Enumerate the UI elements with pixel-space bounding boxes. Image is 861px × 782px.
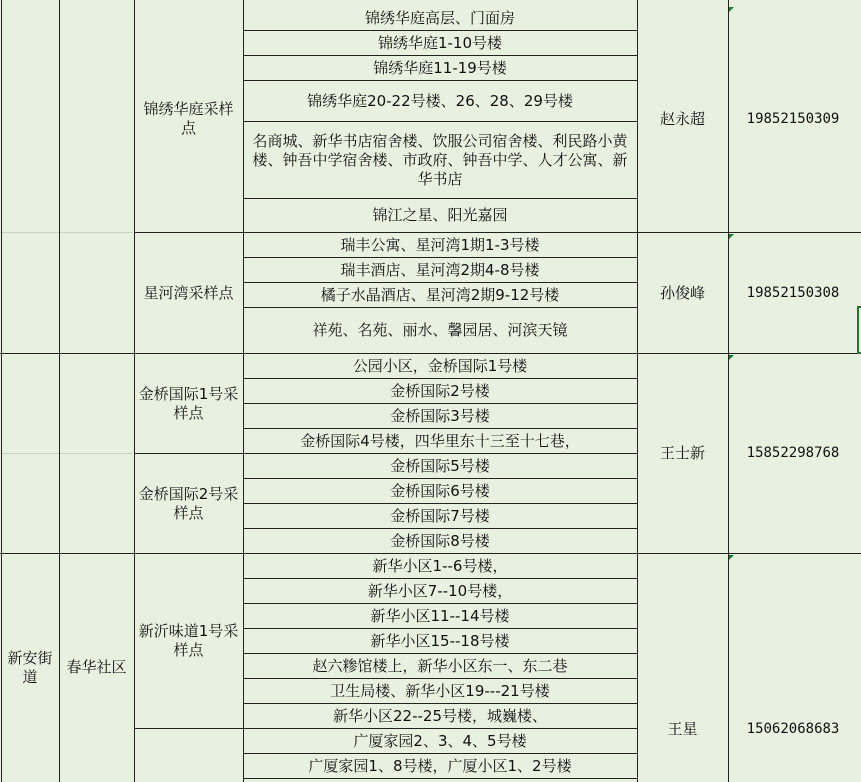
address-text: 新华小区11--14号楼: [370, 606, 510, 625]
row-border: [243, 653, 638, 654]
site-cell[interactable]: [135, 729, 242, 782]
address-cell[interactable]: [244, 199, 636, 232]
address-text: 金桥国际4号楼，四华里东十三至十七巷，: [300, 431, 580, 450]
address-text: 赵六糁馆楼上，新华小区东一、东二巷: [312, 656, 568, 675]
row-border: [243, 198, 638, 199]
row-border: [243, 753, 638, 754]
column-border: [1, 0, 2, 782]
contact-name: 赵永超: [659, 109, 705, 128]
address-cell[interactable]: [244, 704, 636, 728]
phone-number: 15852298768: [746, 445, 840, 461]
comment-marker: [729, 355, 734, 360]
row-border: [243, 628, 638, 629]
contact-name-cell[interactable]: [638, 6, 727, 232]
contact-name: 孙俊峰: [659, 283, 705, 302]
group-border: [0, 553, 861, 554]
site-cell[interactable]: [135, 454, 242, 553]
phone-number: 19852150309: [746, 110, 840, 127]
address-text: 广厦家园2、3、4、5号楼: [353, 731, 527, 750]
row-border: [243, 282, 638, 283]
column-border: [637, 0, 638, 782]
address-cell[interactable]: [244, 679, 636, 703]
row-border: [243, 55, 638, 56]
address-text: 锦绣华庭20-22号楼、26、28、29号楼: [307, 91, 573, 110]
address-text: 金桥国际8号楼: [390, 531, 490, 550]
address-text: 名商城、新华书店宿舍楼、饮服公司宿舍楼、利民路小黄楼、钟吾中学宿舍楼、市政府、钟吾中学、人才公寓、新华书店: [252, 131, 628, 188]
address-cell[interactable]: [244, 122, 636, 198]
row-border: [243, 30, 638, 31]
row-border: [243, 528, 638, 529]
address-cell[interactable]: [244, 81, 636, 121]
address-cell[interactable]: [244, 629, 636, 653]
street-name: 新安街道: [7, 648, 53, 686]
address-text: 金桥国际7号楼: [390, 506, 490, 525]
address-text: 祥苑、名苑、丽水、馨园居、河滨天镜: [312, 321, 568, 339]
row-border: [243, 257, 638, 258]
phone-cell[interactable]: [729, 6, 857, 232]
address-cell[interactable]: [244, 6, 636, 30]
site-cell[interactable]: [135, 354, 242, 453]
address-text: 金桥国际3号楼: [390, 406, 490, 425]
address-cell[interactable]: [244, 429, 636, 453]
phone-cell[interactable]: [729, 554, 857, 782]
street-cell[interactable]: [2, 553, 58, 782]
address-cell[interactable]: [244, 754, 636, 778]
address-text: 新华小区22--25号楼，城巍楼、: [332, 706, 547, 725]
address-cell[interactable]: [244, 729, 636, 753]
address-text: 新华小区7--10号楼，: [367, 581, 513, 600]
address-cell[interactable]: [244, 379, 636, 403]
group-border: [134, 232, 861, 233]
contact-name-cell[interactable]: [638, 554, 727, 782]
address-text: 新华小区15--18号楼: [370, 631, 510, 650]
address-cell[interactable]: [244, 479, 636, 503]
row-border: [243, 703, 638, 704]
row-border: [243, 603, 638, 604]
row-border: [243, 428, 638, 429]
comment-marker: [729, 234, 734, 239]
address-text: 锦江之星、阳光嘉园: [372, 206, 508, 224]
site-cell[interactable]: [135, 554, 242, 728]
column-border: [134, 0, 135, 782]
site-cell[interactable]: [135, 233, 242, 353]
row-border: [243, 578, 638, 579]
phone-number: 15062068683: [746, 720, 840, 737]
address-cell[interactable]: [244, 354, 636, 378]
contact-name-cell[interactable]: [638, 354, 727, 553]
site-name: 金桥国际2号采样点: [138, 484, 239, 522]
row-border: [243, 678, 638, 679]
address-text: 锦绣华庭1-10号楼: [377, 33, 503, 52]
site-cell[interactable]: [135, 6, 242, 232]
address-text: 金桥国际6号楼: [390, 481, 490, 500]
community-cell[interactable]: [60, 553, 133, 782]
group-border: [134, 728, 638, 729]
group-border: [134, 453, 638, 454]
row-border: [243, 80, 638, 81]
address-cell[interactable]: [244, 56, 636, 80]
address-cell[interactable]: [244, 258, 636, 282]
address-text: 新华小区1--6号楼，: [372, 556, 508, 575]
address-text: 广厦家园1、8号楼，广厦小区1、2号楼: [308, 756, 572, 775]
address-text: 瑞丰公寓、星河湾1期1-3号楼: [340, 235, 540, 254]
address-text: 橘子水晶酒店、星河湾2期9-12号楼: [320, 285, 560, 304]
address-cell[interactable]: [244, 404, 636, 428]
address-cell[interactable]: [244, 504, 636, 528]
address-cell[interactable]: [244, 554, 636, 578]
site-name: 新沂味道1号采样点: [138, 622, 239, 659]
column-border: [728, 0, 729, 782]
comment-marker: [729, 7, 734, 12]
address-cell[interactable]: [244, 454, 636, 478]
address-cell[interactable]: [244, 604, 636, 628]
address-cell[interactable]: [244, 529, 636, 553]
address-cell[interactable]: [244, 308, 636, 353]
address-text: 锦绣华庭高层、门面房: [364, 8, 515, 27]
row-border: [243, 403, 638, 404]
address-cell[interactable]: [244, 233, 636, 257]
address-text: 金桥国际2号楼: [390, 381, 490, 400]
address-text: 锦绣华庭11-19号楼: [373, 58, 507, 77]
row-border: [243, 307, 638, 308]
gridline: [2, 453, 133, 454]
gridline: [2, 232, 133, 233]
column-border: [59, 0, 60, 782]
site-name: 金桥国际1号采样点: [138, 384, 239, 422]
address-text: 金桥国际5号楼: [390, 456, 490, 475]
address-cell[interactable]: [244, 31, 636, 55]
column-border: [243, 0, 244, 782]
row-border: [243, 121, 638, 122]
group-border: [0, 353, 861, 354]
address-cell[interactable]: [244, 579, 636, 603]
contact-name-cell[interactable]: [638, 233, 727, 353]
row-border: [243, 778, 638, 779]
address-text: 卫生局楼、新华小区19---21号楼: [330, 681, 550, 700]
phone-cell[interactable]: [729, 233, 857, 353]
community-name: 春华社区: [66, 658, 127, 676]
contact-name: 王星: [667, 719, 698, 738]
site-name: 星河湾采样点: [143, 283, 234, 302]
address-cell[interactable]: [244, 654, 636, 678]
address-text: 公园小区，金桥国际1号楼: [352, 356, 528, 375]
row-border: [243, 378, 638, 379]
row-border: [243, 478, 638, 479]
phone-cell[interactable]: [729, 354, 857, 553]
address-text: 瑞丰酒店、星河湾2期4-8号楼: [340, 260, 540, 279]
site-name: 锦绣华庭采样点: [143, 100, 234, 137]
row-border: [243, 503, 638, 504]
phone-number: 19852150308: [746, 284, 840, 301]
comment-marker: [729, 555, 734, 560]
selected-cell-outline[interactable]: [857, 306, 861, 354]
address-cell[interactable]: [244, 283, 636, 307]
contact-name: 王士新: [659, 444, 705, 462]
